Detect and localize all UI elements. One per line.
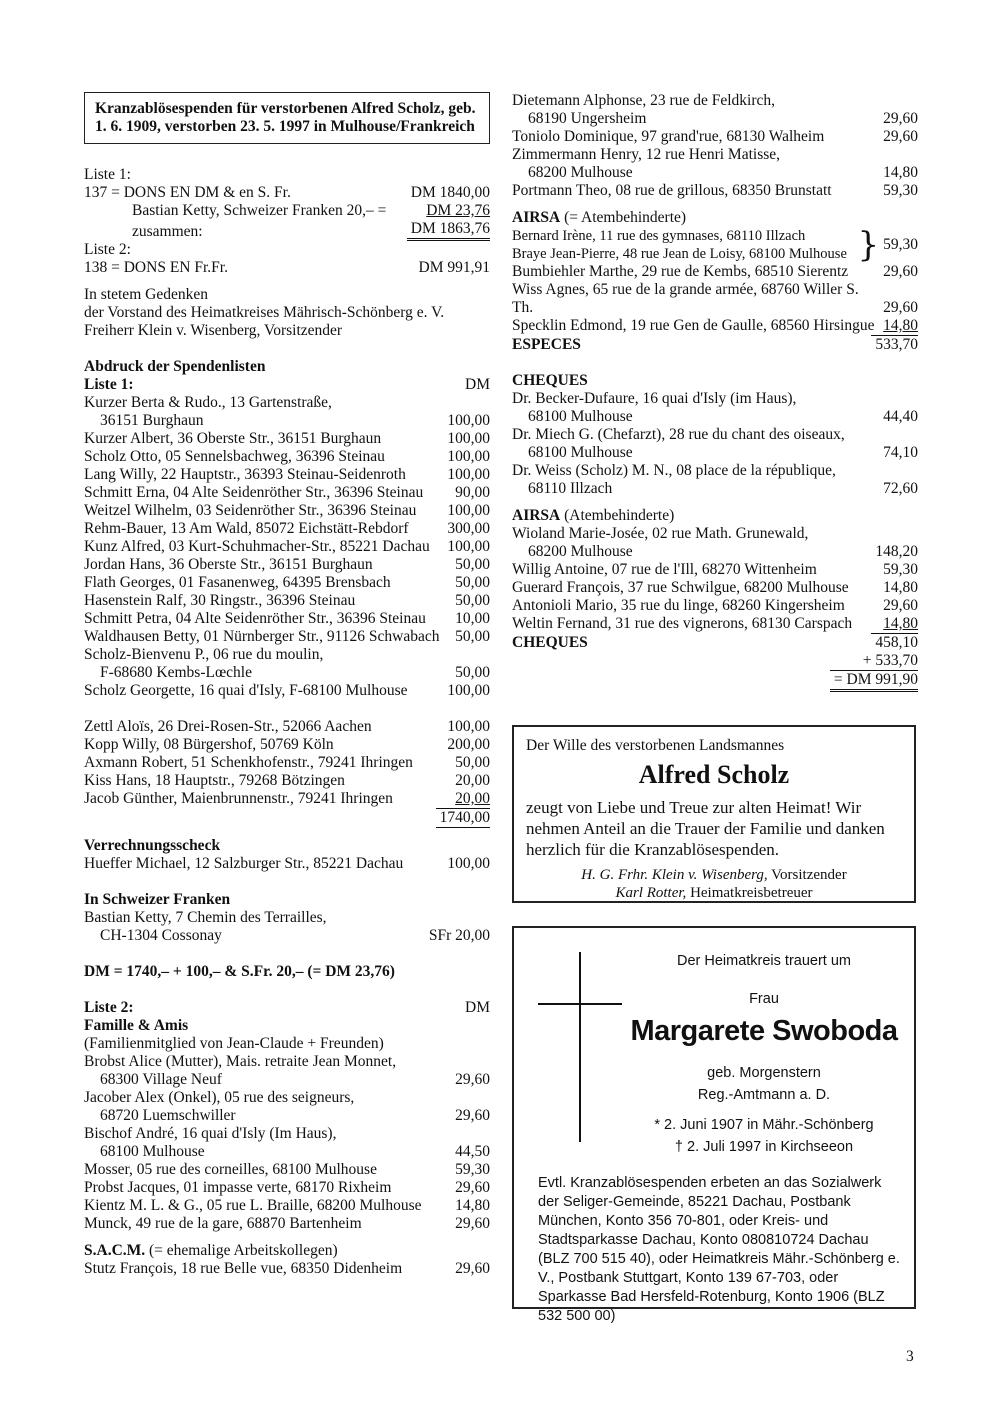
donation-entry: 68100 Mulhouse 44,50 bbox=[100, 1143, 490, 1160]
donation-entry: Weitzel Wilhelm, 03 Seidenröther Str., 36396 Steinau 100,00 bbox=[84, 502, 490, 519]
donation-entry: Specklin Edmond, 19 rue Gen de Gaulle, 68560 Hirsingue 14,80 bbox=[512, 317, 918, 334]
quote-intro: Der Wille des verstorbenen Landsmannes bbox=[526, 737, 785, 754]
donation-entry: Zettl Aloïs, 26 Drei-Rosen-Str., 52066 Aachen 100,00 bbox=[84, 718, 490, 735]
donation-entry: 68300 Village Neuf 29,60 bbox=[100, 1071, 490, 1088]
airsa-pair bbox=[512, 227, 918, 263]
title-box: Kranzablösespenden für verstorbenen Alfred Scholz, geb. 1. 6. 1909, verstorben 23. 5. 1997 in Mulhouse/Frankreich bbox=[84, 92, 490, 144]
donation-entry-name: Kurzer Berta & Rudo., 13 Gartenstraße, bbox=[84, 394, 332, 411]
donation-entry: Kunz Alfred, 03 Kurt-Schuhmacher-Str., 85221 Dachau 100,00 bbox=[84, 538, 490, 555]
donation-entry: Scholz Otto, 05 Sennelsbachweg, 36396 Steinau 100,00 bbox=[84, 448, 490, 465]
summary-row: 138 = DONS EN Fr.Fr. DM 991,91 bbox=[84, 259, 490, 276]
donation-entry: 68100 Mulhouse 74,10 bbox=[528, 444, 918, 461]
donation-entry: Schmitt Petra, 04 Alte Seidenröther Str., 36396 Steinau 10,00 bbox=[84, 610, 490, 627]
sacm-heading: S.A.C.M. (= ehemalige Arbeitskollegen) bbox=[84, 1242, 338, 1259]
quote-signature: H. G. Frhr. Klein v. Wisenberg, Vorsitzender Karl Rotter, Heimatkreisbetreuer bbox=[581, 867, 847, 901]
quote-body: zeugt von Liebe und Treue zur alten Heimat! Wir nehmen Anteil an die Trauer der Familie und danken herzlich für die Kranzablösespenden. bbox=[526, 798, 885, 859]
obit-intro: Der Heimatkreis trauert um bbox=[676, 953, 852, 969]
swiss-row: CH-1304 Cossonay SFr 20,00 bbox=[100, 927, 490, 944]
donation-entry: 68200 Mulhouse 148,20 bbox=[528, 543, 918, 560]
swiss-heading: In Schweizer Franken bbox=[84, 891, 231, 908]
summary-row: Bastian Ketty, Schweizer Franken 20,– = DM 23,76 bbox=[132, 202, 490, 219]
obit-died: † 2. Juli 1997 in Kirchseeon bbox=[674, 1139, 854, 1155]
famille-heading: Famille & Amis bbox=[84, 1017, 189, 1034]
donation-entry: Lang Willy, 22 Hauptstr., 36393 Steinau-Seidenroth 100,00 bbox=[84, 466, 490, 483]
donation-entry: Hasenstein Ralf, 30 Ringstr., 36396 Steinau 50,00 bbox=[84, 592, 490, 609]
donation-entry: Axmann Robert, 51 Schenkhofenstr., 79241 Ihringen 50,00 bbox=[84, 754, 490, 771]
liste2-summary-label: Liste 2: bbox=[84, 241, 131, 258]
grand-total-row: = DM 991,90 bbox=[512, 670, 918, 692]
obit-title: Reg.-Amtmann a. D. bbox=[697, 1087, 831, 1103]
donation-entry: Kientz M. L. & G., 05 rue L. Braille, 68200 Mulhouse 14,80 bbox=[84, 1197, 490, 1214]
page-number: 3 bbox=[906, 1348, 914, 1365]
donation-list-2 bbox=[84, 1053, 490, 1233]
sacm-row: Stutz François, 18 rue Belle vue, 68350 Didenheim 29,60 bbox=[84, 1260, 490, 1277]
donation-entry: Jordan Hans, 36 Oberste Str., 36151 Burghaun 50,00 bbox=[84, 556, 490, 573]
airsa-pair-name: Braye Jean-Pierre, 48 rue Jean de Loisy, 68100 Mulhouse bbox=[512, 246, 847, 262]
donation-list-cheques bbox=[512, 390, 918, 498]
donation-entry: Weltin Fernand, 31 rue des vignerons, 68130 Carspach 14,80 bbox=[512, 615, 918, 632]
donation-entry: Willig Antoine, 07 rue de l'Ill, 68270 Wittenheim 59,30 bbox=[512, 561, 918, 578]
donation-entry-name: Dr. Becker-Dufaure, 16 quai d'Isly (im Haus), bbox=[512, 390, 797, 407]
summary-row: 137 = DONS EN DM & en S. Fr. DM 1840,00 bbox=[84, 184, 490, 201]
quote-box bbox=[512, 725, 916, 903]
brace-icon: } bbox=[857, 225, 880, 265]
famille-subheading: (Familienmitglied von Jean-Claude + Freunden) bbox=[84, 1035, 384, 1052]
donation-entry: Kurzer Albert, 36 Oberste Str., 36151 Burghaun 100,00 bbox=[84, 430, 490, 447]
memo-line: In stetem Gedenken bbox=[84, 286, 208, 303]
donation-entry: 68720 Luemschwiller 29,60 bbox=[100, 1107, 490, 1124]
donation-list-1 bbox=[84, 394, 490, 700]
liste1-header: Liste 1: DM bbox=[84, 376, 490, 393]
obituary-box bbox=[512, 926, 916, 1324]
donation-list-airsa2 bbox=[512, 525, 918, 633]
verrechnung-row: Hueffer Michael, 12 Salzburger Str., 85221 Dachau 100,00 bbox=[84, 855, 490, 872]
total-row: 1740,00 bbox=[84, 808, 490, 828]
donation-entry: Toniolo Dominique, 97 grand'rue, 68130 Walheim 29,60 bbox=[512, 128, 918, 145]
swiss-name: Bastian Ketty, 7 Chemin des Terrailles, bbox=[84, 909, 327, 926]
obit-born: * 2. Juni 1907 in Mähr.-Schönberg bbox=[654, 1117, 874, 1133]
donation-list-right-top bbox=[512, 92, 918, 200]
especes-row: ESPECES 533,70 bbox=[512, 336, 918, 353]
obit-geb: geb. Morgenstern bbox=[707, 1065, 821, 1081]
donation-entry-name: Dr. Miech G. (Chefarzt), 28 rue du chant des oiseaux, bbox=[512, 426, 845, 443]
liste1-summary-label: Liste 1: bbox=[84, 166, 131, 183]
plus-row: + 533,70 bbox=[862, 652, 918, 669]
donation-entry: Flath Georges, 01 Fasanenweg, 64395 Brensbach 50,00 bbox=[84, 574, 490, 591]
donation-entry-name: Zimmermann Henry, 12 rue Henri Matisse, bbox=[512, 146, 781, 163]
donation-entry-name: Dr. Weiss (Scholz) M. N., 08 place de la république, bbox=[512, 462, 836, 479]
verrechnung-heading: Verrechnungsscheck bbox=[84, 837, 221, 854]
abdruck-heading: Abdruck der Spendenlisten bbox=[84, 358, 266, 375]
obit-name: Margarete Swoboda bbox=[630, 1015, 898, 1047]
quote-name: Alfred Scholz bbox=[638, 760, 790, 789]
donation-entry: Guerard François, 37 rue Schwilgue, 68200 Mulhouse 14,80 bbox=[512, 579, 918, 596]
donation-entry: Schmitt Erna, 04 Alte Seidenröther Str., 36396 Steinau 90,00 bbox=[84, 484, 490, 501]
donation-list-airsa bbox=[512, 263, 918, 335]
donation-entry-name: Dietemann Alphonse, 23 rue de Feldkirch, bbox=[512, 92, 776, 109]
left-column bbox=[84, 92, 490, 1278]
donation-list-1b bbox=[84, 718, 490, 808]
donation-entry: Munck, 49 rue de la gare, 68870 Bartenheim 29,60 bbox=[84, 1215, 490, 1232]
donation-entry-name: Brobst Alice (Mutter), Mais. retraite Jean Monnet, bbox=[84, 1053, 397, 1070]
donation-entry-name: Jacober Alex (Onkel), 05 rue des seigneurs, bbox=[84, 1089, 355, 1106]
donation-entry: Rehm-Bauer, 13 Am Wald, 85072 Eichstätt-Rebdorf 300,00 bbox=[84, 520, 490, 537]
donation-entry: Mosser, 05 rue des corneilles, 68100 Mulhouse 59,30 bbox=[84, 1161, 490, 1178]
donation-entry: Antonioli Mario, 35 rue du linge, 68260 Kingersheim 29,60 bbox=[512, 597, 918, 614]
donation-entry: Kiss Hans, 18 Hauptstr., 79268 Bötzingen 20,00 bbox=[84, 772, 490, 789]
donation-entry-name: Scholz-Bienvenu P., 06 rue du moulin, bbox=[84, 646, 324, 663]
donation-entry: Jacob Günther, Maienbrunnenstr., 79241 Ihringen 20,00 bbox=[84, 790, 490, 807]
donation-entry: 68200 Mulhouse 14,80 bbox=[528, 164, 918, 181]
memo-line: Freiherr Klein v. Wisenberg, Vorsitzender bbox=[84, 322, 343, 339]
summary-row: zusammen: DM 1863,76 bbox=[132, 220, 490, 240]
donation-entry: 36151 Burghaun 100,00 bbox=[100, 412, 490, 429]
airsa-pair-amount: 59,30 bbox=[883, 236, 918, 253]
memo-line: der Vorstand des Heimatkreises Mährisch-Schönberg e. V. bbox=[84, 304, 445, 321]
donation-entry: Portmann Theo, 08 rue de grillous, 68350 Brunstatt 59,30 bbox=[512, 182, 918, 199]
donation-entry: F-68680 Kembs-Lœchle 50,00 bbox=[100, 664, 490, 681]
airsa-pair-name: Bernard Irène, 11 rue des gymnases, 68110 Illzach bbox=[512, 228, 806, 244]
donation-entry: Probst Jacques, 01 impasse verte, 68170 Rixheim 29,60 bbox=[84, 1179, 490, 1196]
donation-entry-name: Bischof André, 16 quai d'Isly (Im Haus), bbox=[84, 1125, 337, 1142]
formula: DM = 1740,– + 100,– & S.Fr. 20,– (= DM 23,76) bbox=[84, 963, 395, 980]
donation-entry: 68110 Illzach 72,60 bbox=[528, 480, 918, 497]
cheques-total-row: CHEQUES 458,10 bbox=[512, 634, 918, 651]
donation-entry: Bumbiehler Marthe, 29 rue de Kembs, 68510 Sierentz 29,60 bbox=[512, 263, 918, 280]
obit-frau: Frau bbox=[749, 991, 779, 1007]
right-column bbox=[512, 92, 918, 692]
liste2-header: Liste 2: DM bbox=[84, 999, 490, 1016]
donation-entry: Scholz Georgette, 16 quai d'Isly, F-68100 Mulhouse 100,00 bbox=[84, 682, 490, 699]
airsa2-heading: AIRSA (Atembehinderte) bbox=[512, 507, 675, 524]
donation-entry-name: Wioland Marie-Josée, 02 rue Math. Grunewald, bbox=[512, 525, 809, 542]
airsa-heading: AIRSA (= Atembehinderte) bbox=[512, 209, 687, 226]
cheques-heading: CHEQUES bbox=[512, 372, 588, 389]
donation-entry: Kopp Willy, 08 Bürgershof, 50769 Köln 200,00 bbox=[84, 736, 490, 753]
obit-text: Evtl. Kranzablösespenden erbeten an das Sozialwerk der Seliger-Gemeinde, 85221 Dachau, Postbank München, Konto 356 70-801, oder Kreis- und Stadtsparkasse Dachau, Konto 080810724 Dachau (BLZ 700 515 40), oder Heimatkreis Mähr.-Schönberg e. V., Postbank Stuttgart, Konto 139 67-703, oder Sparkasse Bad Hersfeld-Rotenburg, Konto 1906 (BLZ 532 500 00) bbox=[538, 1175, 900, 1324]
donation-entry: 68190 Ungersheim 29,60 bbox=[528, 110, 918, 127]
donation-entry: 68100 Mulhouse 44,40 bbox=[528, 408, 918, 425]
donation-entry: Waldhausen Betty, 01 Nürnberger Str., 91126 Schwabach 50,00 bbox=[84, 628, 490, 645]
donation-entry: Wiss Agnes, 65 rue de la grande armée, 68760 Willer S. Th. 29,60 bbox=[512, 281, 918, 316]
